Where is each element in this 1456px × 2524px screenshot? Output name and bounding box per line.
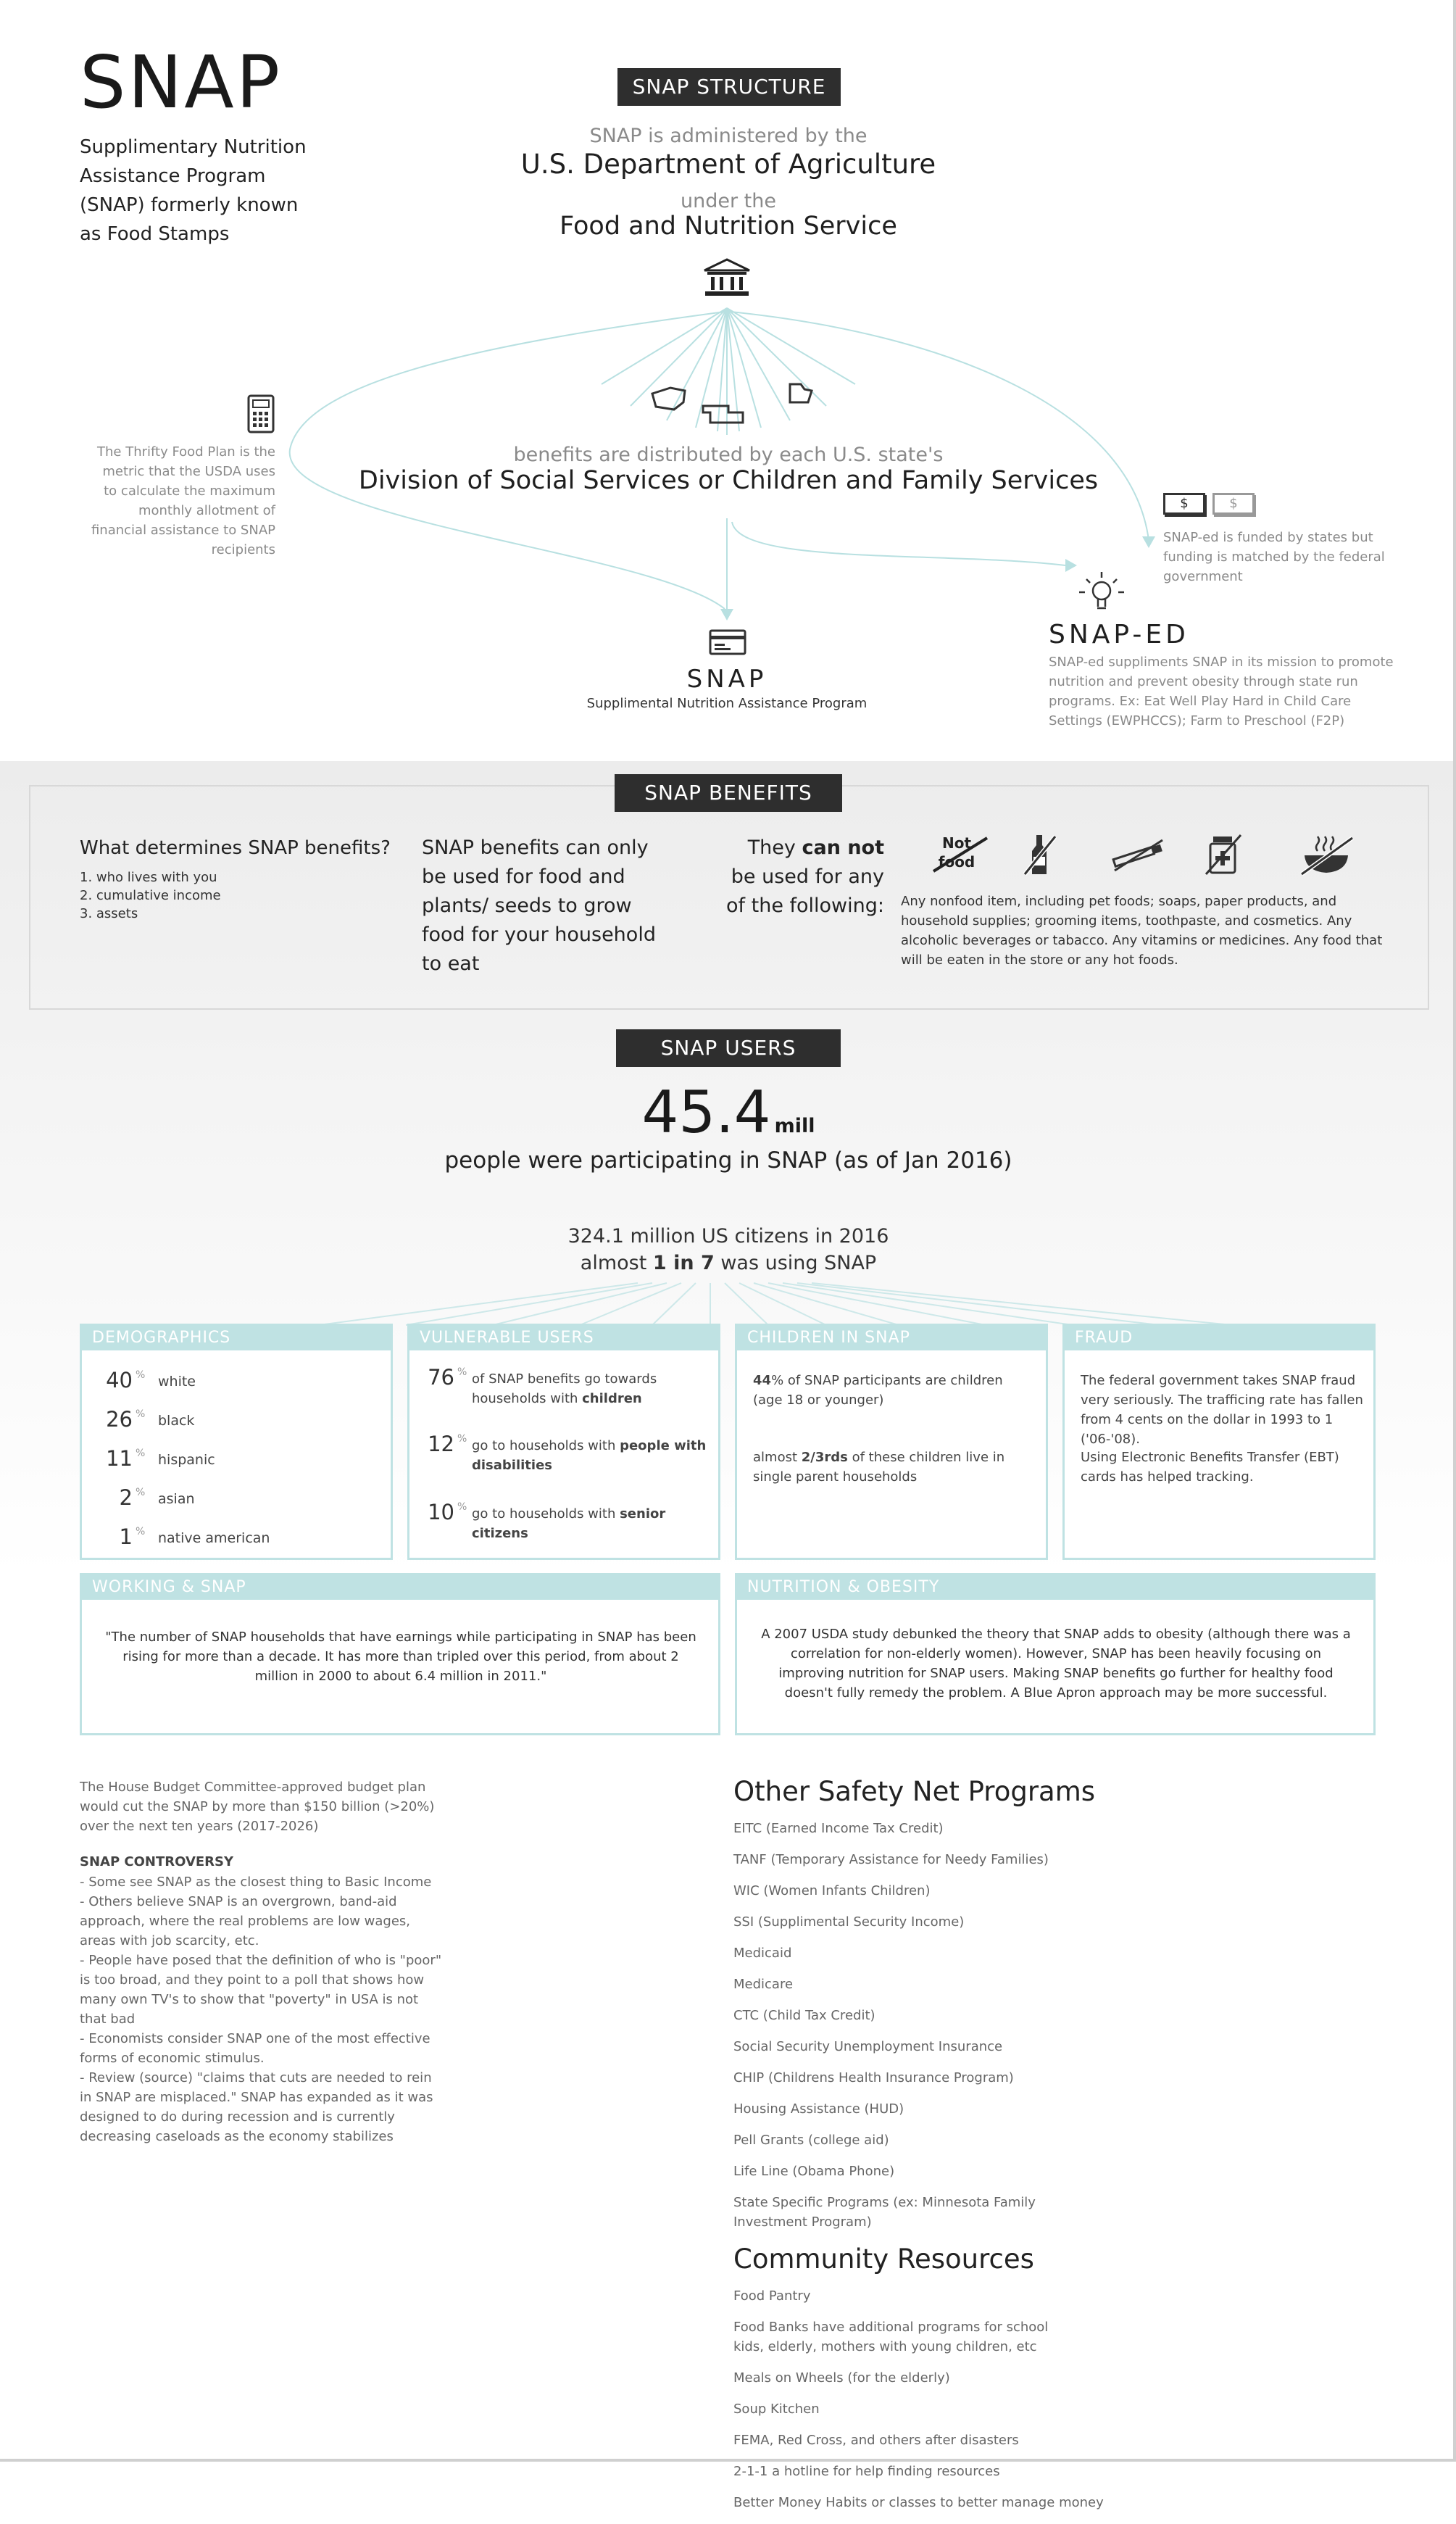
demographic-row	[82, 1485, 391, 1522]
users-big-number-row	[507, 1079, 949, 1146]
fraud-text-2: Using Electronic Benefits Transfer (EBT) cards has helped tracking.	[1081, 1450, 1339, 1485]
snap-program-title: SNAP	[686, 665, 767, 694]
under-text: under the	[681, 190, 776, 212]
percent-sign: %	[136, 1369, 146, 1381]
demographic-label: hispanic	[158, 1452, 215, 1468]
determinant-2: 2. cumulative income	[80, 888, 221, 903]
fraud-card	[1062, 1324, 1376, 1560]
demographics-head: DEMOGRAPHICS	[82, 1326, 391, 1350]
snap-benefits-pill: SNAP BENEFITS	[615, 774, 842, 812]
cannot-bold: can not	[802, 837, 884, 859]
users-fan-lines	[0, 1283, 1456, 1327]
vulnerable-value: 76	[428, 1365, 454, 1390]
vulnerable-users-card	[407, 1324, 720, 1560]
cannot-post: be used for any of the following:	[726, 865, 884, 917]
alcohol-bottle-icon	[1022, 832, 1058, 877]
controversy-item: - People have posed that the definition of who is "poor" is too broad, and they point to a poll that shows how many own TV's to show that "poverty" in USA is not that bad	[80, 1953, 442, 2027]
safety-net-title: Other Safety Net Programs	[733, 1776, 1096, 1807]
demographic-row	[82, 1407, 391, 1443]
nutrition-text: A 2007 USDA study debunked the theory that SNAP adds to obesity (although there was a correlation for non-elderly women). However, SNAP has been heavily focusing on improving nutrition for SNAP users. Making SNAP benefits go further for healthy food doesn't fully remedy the problem. A Blue Apron approach may be more successful.	[761, 1627, 1351, 1701]
lightbulb-icon	[1076, 569, 1127, 613]
cannot-pre: They	[747, 837, 802, 859]
thrifty-food-plan-text: The Thrifty Food Plan is the metric that the USDA uses to calculate the maximum monthly allotment of financial assistance to SNAP recipients	[91, 444, 275, 557]
demographic-label: asian	[158, 1491, 195, 1507]
controversy-item: - Review (source) "claims that cuts are needed to rein in SNAP are misplaced." SNAP has expanded as it was designed to do during recession and is currently decreasing caseloads as the economy stabilizes	[80, 2070, 433, 2144]
medicine-bottle-icon	[1203, 832, 1244, 877]
demographic-value: 2	[119, 1485, 133, 1510]
snap-structure-pill: SNAP STRUCTURE	[617, 68, 841, 106]
snap-program-subtitle: Supplimental Nutrition Assistance Program	[586, 696, 868, 711]
controversy-item: - Others believe SNAP is an overgrown, band-aid approach, where the real problems are low wages, areas with job scarcity, etc.	[80, 1894, 410, 1948]
safety-net-item: SSI (Supplimental Security Income)	[733, 1914, 965, 1930]
dollar-sign-2: $	[1229, 496, 1238, 511]
vulnerable-text: of SNAP benefits go towards households with children	[472, 1371, 657, 1406]
percent-sign: %	[136, 1448, 146, 1459]
community-item: FEMA, Red Cross, and others after disasters	[733, 2433, 1019, 2448]
demographic-row	[82, 1524, 391, 1561]
safety-net-item: State Specific Programs (ex: Minnesota Family Investment Program)	[733, 2195, 1036, 2230]
fraud-text-1: The federal government takes SNAP fraud very seriously. The trafficing rate has fallen from 4 cents on the dollar in 1993 to 1 ('06-'08).	[1081, 1373, 1363, 1447]
citizens-text: 324.1 million US citizens in 2016	[567, 1225, 889, 1248]
community-item: Better Money Habits or classes to better manage money	[733, 2495, 1104, 2510]
vulnerable-text: go to households with senior citizens	[472, 1506, 666, 1541]
snap-ed-funding-text: SNAP-ed is funded by states but funding is matched by the federal government	[1163, 530, 1385, 584]
demographic-label: black	[158, 1413, 195, 1429]
snap-ed-description: SNAP-ed suppliments SNAP in its mission to promote nutrition and prevent obesity through state run programs. Ex: Eat Well Play Hard in Child Care Settings (EWPHCCS); Farm to Preschool (F2P)	[1049, 655, 1394, 728]
community-item: Soup Kitchen	[733, 2401, 820, 2417]
nutrition-head: NUTRITION & OBESITY	[737, 1575, 1373, 1600]
working-text: "The number of SNAP households that have earnings while participating in SNAP has been rising for more than a decade. It has more than tripled over this period, from about 2 million in 2000 to about 6.4 million in 2011."	[105, 1630, 696, 1684]
ratio-bold: 1 in 7	[652, 1252, 715, 1274]
community-item: Food Banks have additional programs for school kids, elderly, mothers with young children, etc	[733, 2320, 1049, 2354]
children-text-1: 44% of SNAP participants are children (age 18 or younger)	[753, 1373, 1003, 1408]
only-food-text: SNAP benefits can only be used for food and plants/ seeds to grow food for your household to eat	[422, 837, 656, 975]
hot-food-bowl-icon	[1297, 832, 1355, 877]
safety-net-item: WIC (Women Infants Children)	[733, 1883, 931, 1898]
not-food-icon: Not food	[929, 834, 991, 877]
determinant-3: 3. assets	[80, 906, 138, 921]
percent-sign: %	[457, 1366, 467, 1378]
determinant-1: 1. who lives with you	[80, 870, 217, 885]
community-item: Meals on Wheels (for the elderly)	[733, 2370, 950, 2386]
vulnerable-value: 10	[428, 1500, 454, 1524]
controversy-section	[80, 1854, 442, 2146]
safety-net-item: Life Line (Obama Phone)	[733, 2164, 895, 2179]
demographic-value: 11	[106, 1446, 133, 1471]
benefits-question: What determines SNAP benefits?	[80, 837, 391, 859]
money-bills-icon	[1163, 491, 1257, 518]
fraud-head: FRAUD	[1065, 1326, 1373, 1350]
cigarette-icon	[1109, 837, 1167, 873]
ratio-post: was using SNAP	[714, 1252, 877, 1274]
demographics-card	[80, 1324, 393, 1560]
administered-text: SNAP is administered by the	[589, 125, 868, 147]
percent-sign: %	[136, 1408, 146, 1420]
community-item: Food Pantry	[733, 2288, 811, 2304]
children-head: CHILDREN IN SNAP	[737, 1326, 1046, 1350]
working-card	[80, 1573, 720, 1735]
cannot-text	[717, 834, 884, 921]
vulnerable-text: go to households with people with disabilities	[472, 1438, 707, 1473]
users-big-unit: mill	[774, 1115, 815, 1137]
page-subtitle: Supplimentary Nutrition Assistance Program (SNAP) formerly known as Food Stamps	[80, 136, 307, 245]
percent-sign: %	[136, 1526, 146, 1537]
division-text: Division of Social Services or Children and Family Services	[358, 466, 1099, 495]
demographic-label: native american	[158, 1530, 270, 1546]
safety-net-item: Housing Assistance (HUD)	[733, 2101, 904, 2117]
participating-text: people were participating in SNAP (as of Jan 2016)	[444, 1147, 1012, 1174]
children-text-2: almost 2/3rds of these children live in single parent households	[753, 1450, 1005, 1485]
dollar-sign-1: $	[1180, 496, 1189, 511]
ratio-text	[435, 1252, 1022, 1274]
budget-text: The House Budget Committee-approved budget plan would cut the SNAP by more than $150 billion (>20%) over the next ten years (2017-2026)	[80, 1780, 435, 1834]
controversy-head: SNAP CONTROVERSY	[80, 1854, 234, 1869]
percent-sign: %	[457, 1501, 467, 1513]
community-item: 2-1-1 a hotline for help finding resources	[733, 2464, 1000, 2479]
percent-sign: %	[136, 1487, 146, 1498]
benefits-determinants-list	[80, 868, 221, 923]
children-card	[735, 1324, 1048, 1560]
demographic-value: 40	[106, 1368, 133, 1392]
safety-net-item: Pell Grants (college aid)	[733, 2133, 889, 2148]
nutrition-card	[735, 1573, 1376, 1735]
controversy-item: - Some see SNAP as the closest thing to Basic Income	[80, 1875, 432, 1890]
safety-net-item: CHIP (Childrens Health Insurance Program)	[733, 2070, 1014, 2085]
safety-net-item: TANF (Temporary Assistance for Needy Families)	[733, 1852, 1049, 1867]
safety-net-item: Medicaid	[733, 1946, 792, 1961]
calculator-icon	[246, 394, 275, 434]
ratio-pre: almost	[580, 1252, 653, 1274]
demographic-label: white	[158, 1374, 196, 1390]
demographic-row	[82, 1446, 391, 1482]
users-big-number: 45.4	[641, 1079, 771, 1146]
safety-net-item: Social Security Unemployment Insurance	[733, 2039, 1003, 2054]
controversy-item: - Economists consider SNAP one of the most effective forms of economic stimulus.	[80, 2031, 430, 2066]
demographic-row	[82, 1368, 391, 1404]
usda-text: U.S. Department of Agriculture	[520, 149, 936, 180]
safety-net-item: CTC (Child Tax Credit)	[733, 2008, 875, 2023]
vulnerable-value: 12	[428, 1432, 454, 1456]
structure-connector-lines	[0, 0, 1456, 725]
fns-text: Food and Nutrition Service	[559, 212, 897, 241]
demographic-value: 1	[119, 1524, 133, 1549]
us-states-icon	[649, 381, 815, 424]
snap-ed-title: SNAP-ED	[1049, 620, 1189, 649]
ebt-card-icon	[709, 629, 746, 655]
safety-net-item: EITC (Earned Income Tax Credit)	[733, 1821, 944, 1836]
vulnerable-head: VULNERABLE USERS	[409, 1326, 718, 1350]
demographic-value: 26	[106, 1407, 133, 1432]
page-title: SNAP	[80, 40, 282, 125]
working-head: WORKING & SNAP	[82, 1575, 718, 1600]
safety-net-item: Medicare	[733, 1977, 794, 1992]
percent-sign: %	[457, 1433, 467, 1445]
community-title: Community Resources	[733, 2243, 1034, 2275]
excluded-items-text: Any nonfood item, including pet foods; soaps, paper products, and household supplies; grooming items, toothpaste, and cosmetics. Any alcoholic beverages or tabacco. Any vitamins or medicines. Any food that will be eaten in the store or any hot foods.	[901, 894, 1383, 968]
snap-users-pill: SNAP USERS	[616, 1029, 841, 1067]
distributed-text: benefits are distributed by each U.S. state's	[513, 444, 944, 466]
safety-net-section	[733, 1776, 1110, 2524]
